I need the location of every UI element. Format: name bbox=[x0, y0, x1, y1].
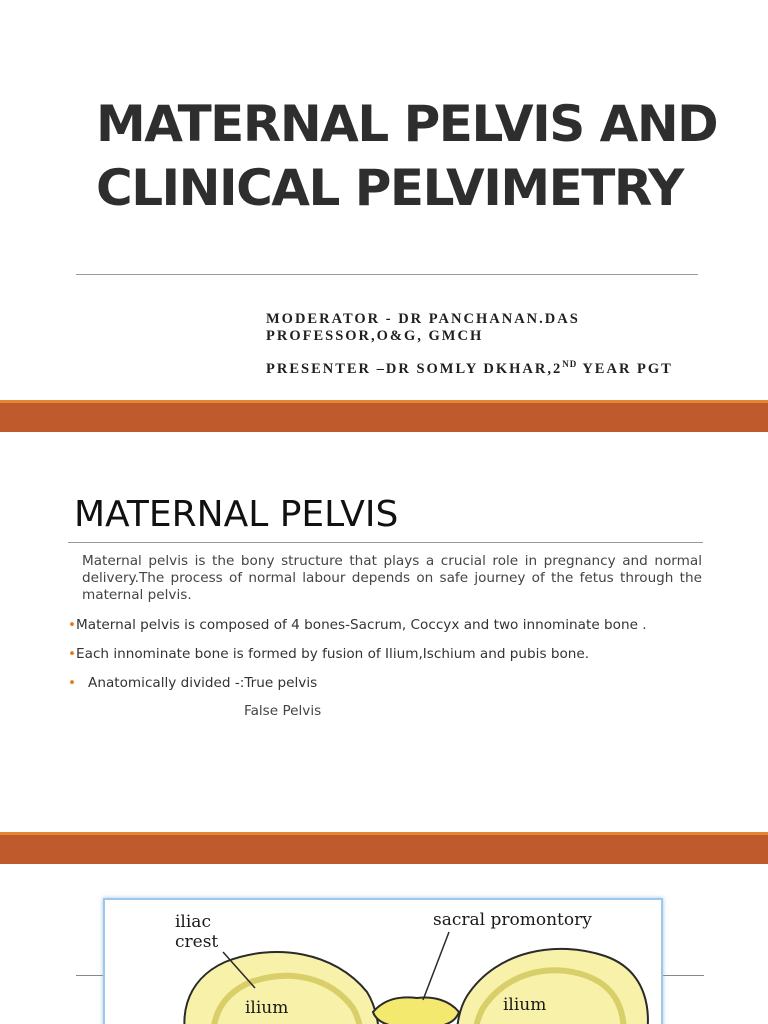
sacral-promontory-label: sacral promontory bbox=[433, 910, 592, 930]
bullet-item bbox=[68, 675, 317, 691]
bullet-text: Each innominate bone is formed by fusion of Ilium,Ischium and pubis bone. bbox=[76, 646, 590, 662]
bullet-dot-icon: • bbox=[68, 675, 77, 691]
bullet-text: Maternal pelvis is composed of 4 bones-Sacrum, Coccyx and two innominate bone . bbox=[76, 617, 647, 633]
title-line-2: CLINICAL PELVIMETRY bbox=[96, 159, 683, 217]
slide-separator-band bbox=[0, 832, 768, 864]
intro-paragraph: Maternal pelvis is the bony structure that plays a crucial role in pregnancy and normal delivery.The process of normal labour depends on safe journey of the fetus through the maternal pelvis. bbox=[82, 553, 702, 603]
slide-title bbox=[96, 92, 717, 220]
pelvis-figure bbox=[103, 898, 663, 1024]
presenter-year: YEAR PGT bbox=[577, 360, 673, 377]
slide-divider-left bbox=[76, 975, 106, 976]
title-line-1: MATERNAL PELVIS AND bbox=[96, 95, 718, 153]
heading-divider bbox=[68, 542, 703, 543]
iliac-label-line2: crest bbox=[175, 932, 219, 952]
presenter-line bbox=[266, 356, 673, 378]
presenter-name: PRESENTER –DR SOMLY DKHAR,2 bbox=[266, 360, 563, 377]
iliac-crest-label bbox=[175, 912, 218, 952]
sacrum-shape bbox=[373, 997, 459, 1024]
bullet-item bbox=[68, 646, 589, 662]
slide-divider-right bbox=[662, 975, 704, 976]
title-slide bbox=[0, 0, 768, 400]
section-heading: MATERNAL PELVIS bbox=[74, 494, 399, 535]
credits-block bbox=[266, 311, 673, 378]
ilium-left-label: ilium bbox=[245, 998, 289, 1018]
pelvis-diagram-slide bbox=[0, 864, 768, 1024]
maternal-pelvis-slide bbox=[0, 432, 768, 832]
bullet-continuation: False Pelvis bbox=[244, 703, 322, 719]
bullet-dot-icon: • bbox=[68, 617, 77, 633]
moderator-affiliation: PROFESSOR,O&G, GMCH bbox=[266, 328, 484, 344]
bullet-text: Anatomically divided -:True pelvis bbox=[88, 675, 318, 691]
moderator-line: MODERATOR - DR PANCHANAN.DAS bbox=[266, 311, 580, 327]
bullet-item bbox=[68, 617, 647, 633]
title-divider bbox=[76, 274, 698, 275]
iliac-label-line1: iliac bbox=[175, 912, 211, 932]
presenter-ordinal: ND bbox=[562, 359, 578, 369]
sacral-promontory-leader bbox=[423, 932, 449, 1000]
ilium-right-label: ilium bbox=[503, 995, 547, 1015]
slide-separator-band bbox=[0, 400, 768, 432]
bullet-dot-icon: • bbox=[68, 646, 77, 662]
